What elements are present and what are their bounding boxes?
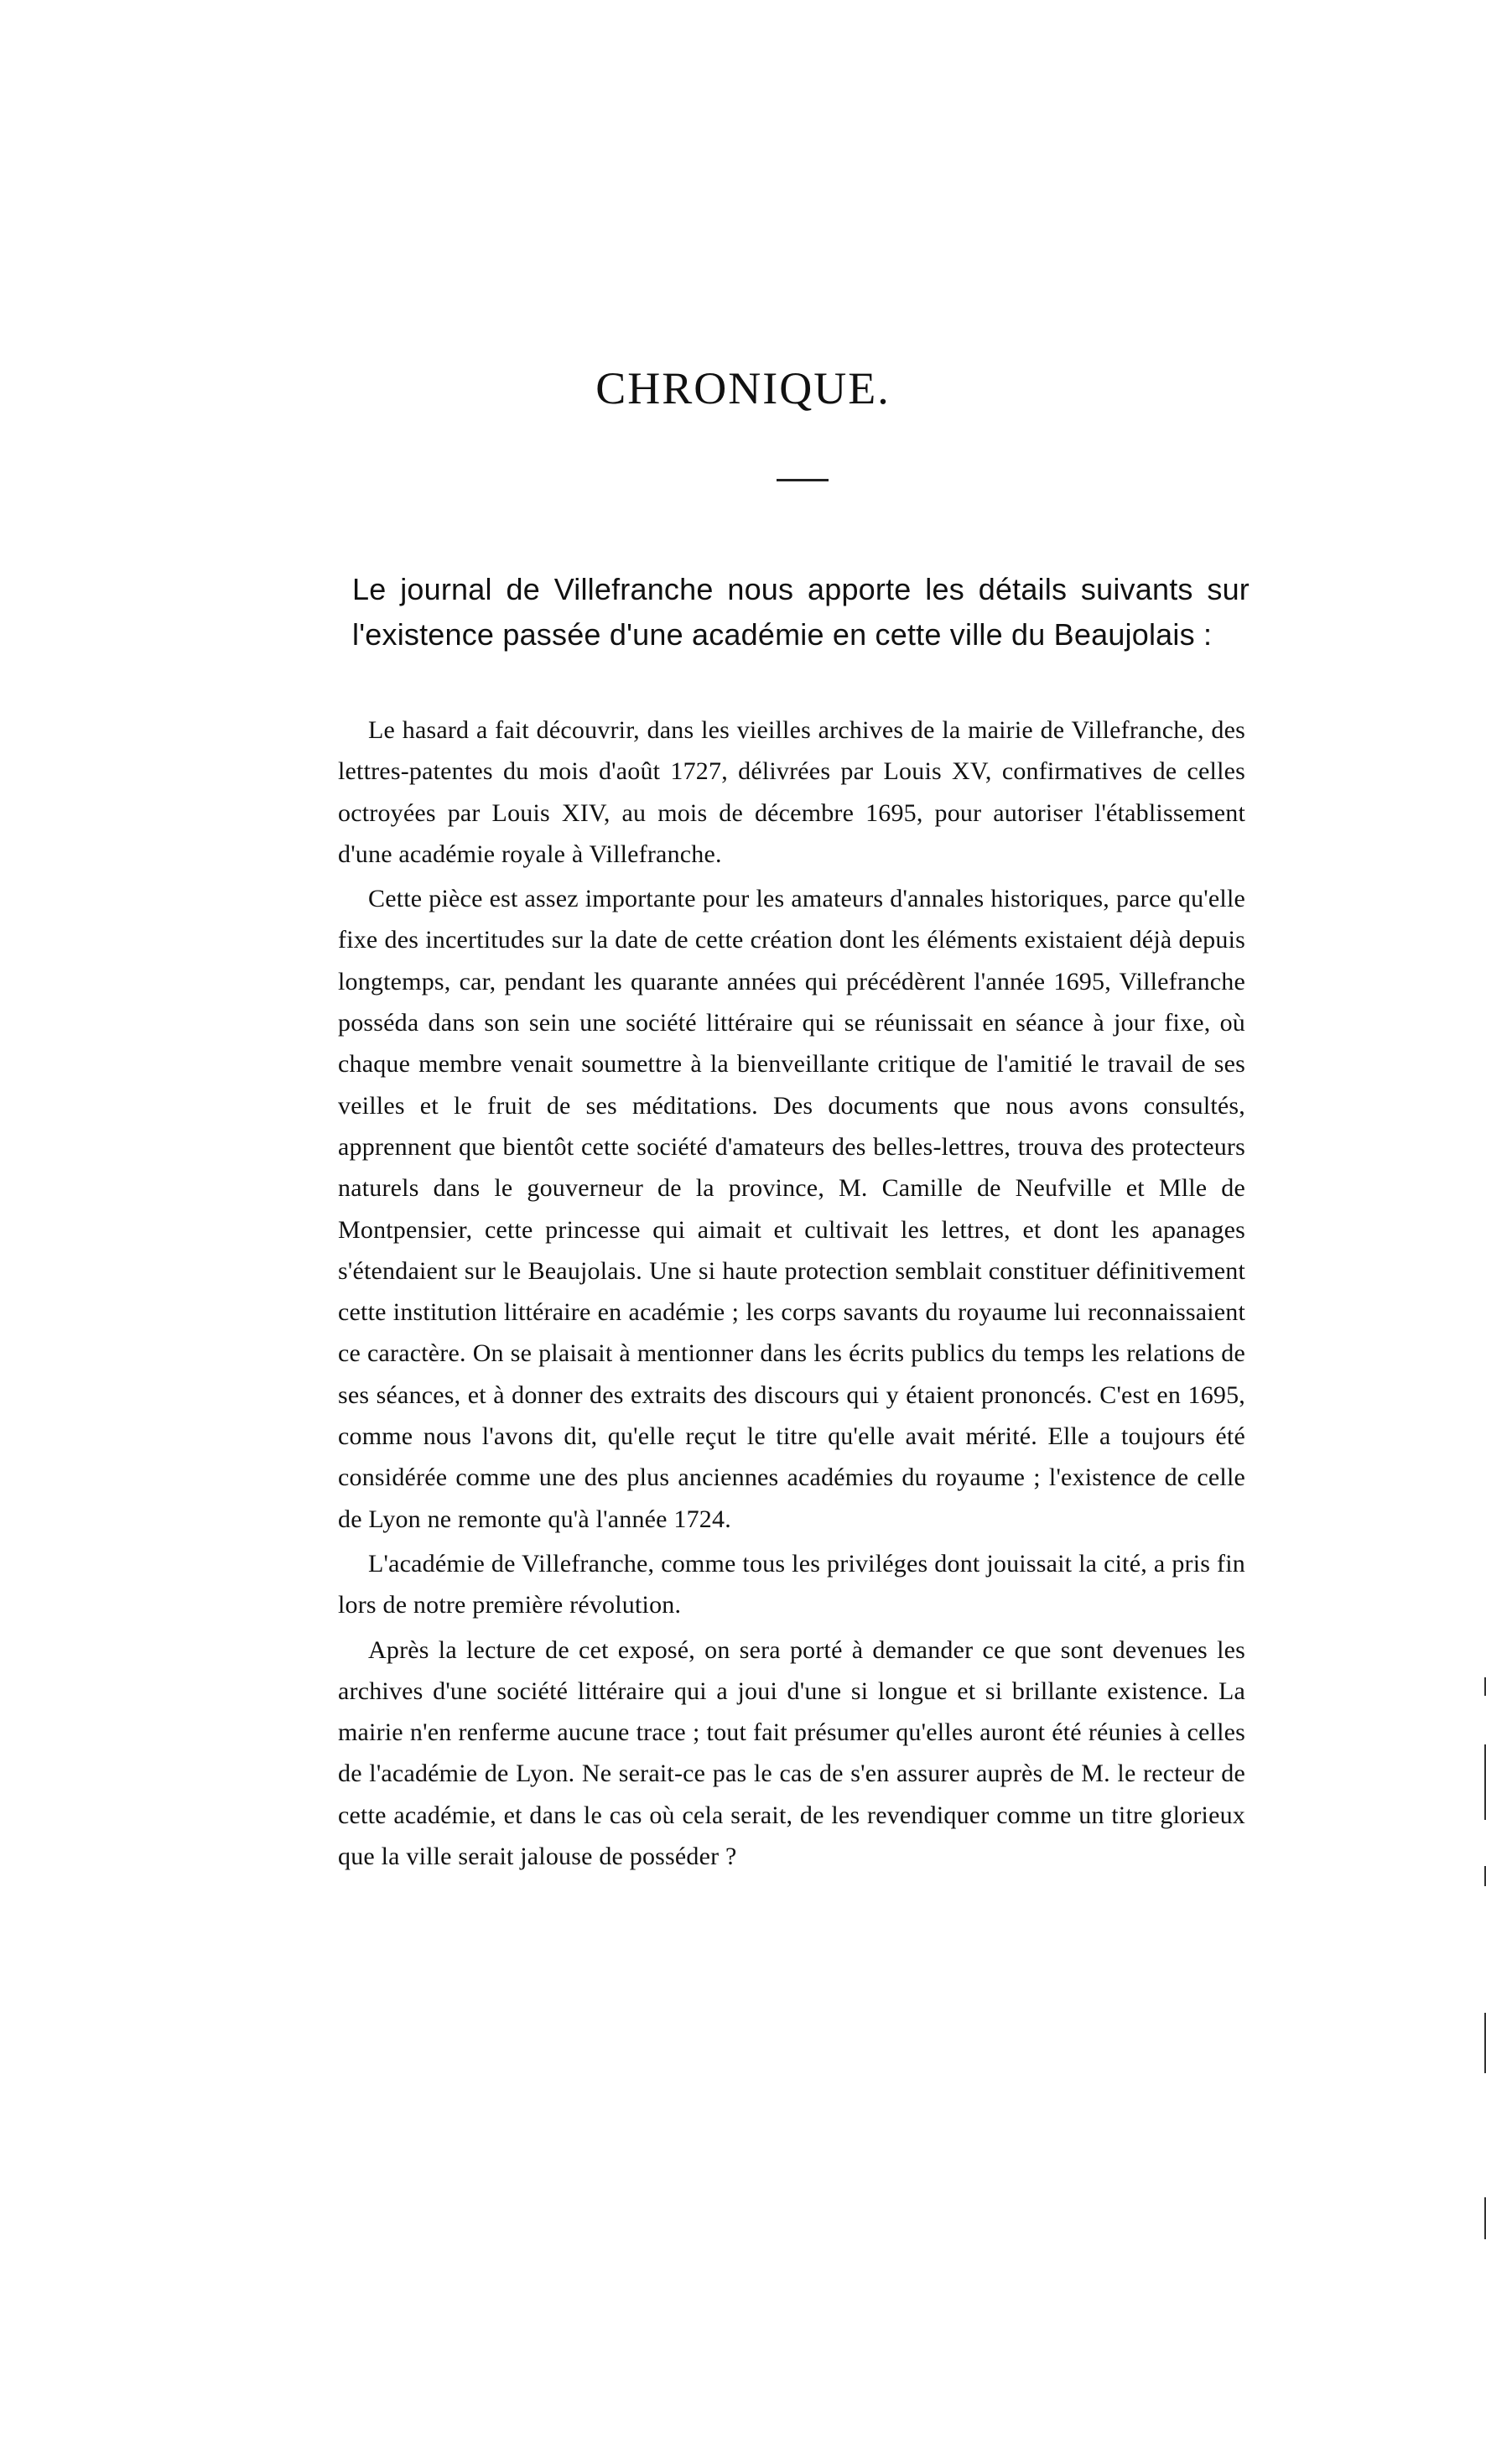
article-paragraph: L'académie de Villefranche, comme tous les priviléges dont jouissait la cité, a pris fin lors de notre première révolution. — [338, 1549, 1245, 1619]
article-paragraph: Après la lecture de cet exposé, on sera porté à demander ce que sont devenues les archives d'une société littéraire qui a joui d'une si longue et si brillante existence. La mairie n'en renferme aucune trace ; tout fait présumer qu'elles auront été réunies à celles de l'académie de Lyon. Ne serait-ce pas le cas de s'en assurer auprès de M. le recteur de cette académie, et dans le cas où cela serait, de les revendiquer comme un titre glorieux que la ville serait jalouse de posséder ? — [338, 1635, 1245, 1871]
page-title: CHRONIQUE. — [595, 363, 891, 414]
article-paragraph: Le hasard a fait découvrir, dans les vieilles archives de la mairie de Villefranche, des lettres-patentes du mois d'août 1727, délivrées par Louis XV, confirmatives de celles octroyées par Louis XIV, au mois de décembre 1695, pour autoriser l'établissement d'une académie royale à Villefranche. — [338, 716, 1245, 868]
intro-paragraph: Le journal de Villefranche nous apporte les détails suivants sur l'existence passée d'une académie en cette ville du Beaujolais : — [352, 572, 1250, 652]
article-paragraph: Cette pièce est assez importante pour les amateurs d'annales historiques, parce qu'elle fixe des incertitudes sur la date de cette création dont les éléments existaient déjà depuis longtemps, car, pendant les quarante années qui précédèrent l'année 1695, Villefranche posséda dans son sein une société littéraire qui se réunissait en séance à jour fixe, où chaque membre venait soumettre à la bienveillante critique de l'amitié le travail de ses veilles et le fruit de ses méditations. Des documents que nous avons consultés, apprennent que bientôt cette société d'amateurs des belles-lettres, trouva des protecteurs naturels dans le gouverneur de la province, M. Camille de Neufville et Mlle de Montpensier, cette princesse qui aimait et cultivait les lettres, et dont les apanages s'étendaient sur le Beaujolais. Une si haute protection semblait constituer définitivement cette institution littéraire en académie ; les corps savants du royaume lui reconnaissaient ce caractère. On se plaisait à mentionner dans les écrits publics du temps les relations de ses séances, et à donner des extraits des discours qui y étaient prononcés. C'est en 1695, comme nous l'avons dit, qu'elle reçut le titre qu'elle avait mérité. Elle a toujours été considérée comme une des plus anciennes académies du royaume ; l'existence de celle de Lyon ne remonte qu'à l'année 1724. — [338, 885, 1245, 1533]
article-body — [338, 710, 1245, 1880]
title-rule — [777, 479, 829, 481]
